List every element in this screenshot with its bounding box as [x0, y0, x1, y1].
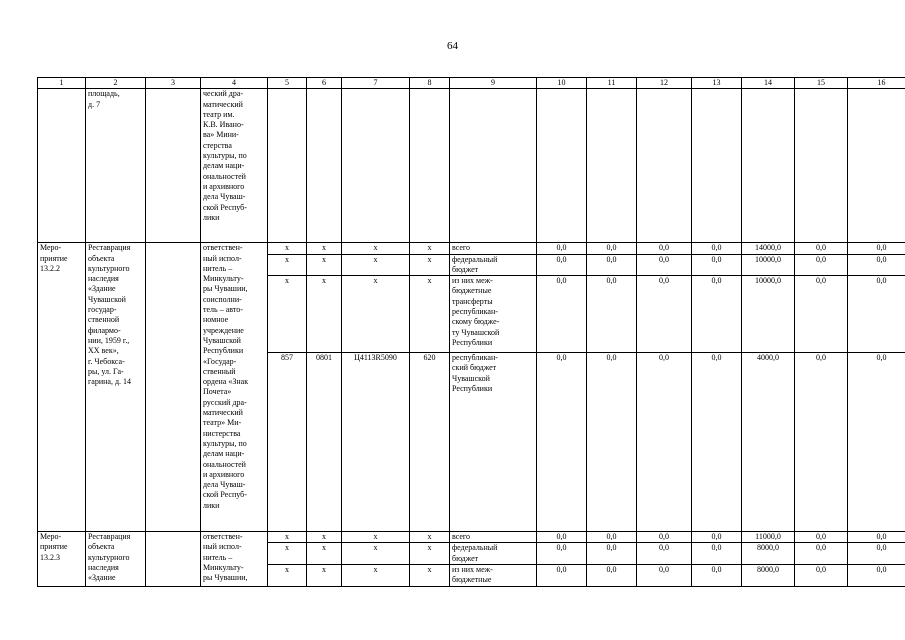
value-cell: 0,0 — [692, 565, 742, 587]
page-number: 64 — [447, 40, 458, 52]
kbk-cell: x — [342, 565, 410, 587]
column-number-row — [38, 78, 905, 89]
value-cell: 8000,0 — [742, 543, 795, 565]
value-cell: 0,0 — [537, 276, 587, 353]
cell — [307, 89, 342, 243]
value-cell: 0,0 — [537, 353, 587, 532]
value-cell: 8000,0 — [742, 565, 795, 587]
source-cell: из них меж- бюджетные трансферты республикан- скому бюдже- ту Чувашской Республики — [450, 276, 537, 353]
value-cell: 0,0 — [637, 243, 692, 254]
kbk-cell: x — [410, 254, 450, 276]
value-cell: 0,0 — [848, 565, 905, 587]
source-cell: федеральный бюджет — [450, 543, 537, 565]
value-cell: 0,0 — [692, 254, 742, 276]
kbk-cell: x — [307, 254, 342, 276]
kbk-cell: x — [410, 532, 450, 543]
kbk-cell: x — [342, 543, 410, 565]
cell — [410, 89, 450, 243]
budget-table — [37, 77, 905, 587]
value-cell: 0,0 — [587, 532, 637, 543]
object-cell: Реставрация объекта культурного наследия «Здание — [86, 532, 146, 587]
col-header: 15 — [795, 78, 848, 89]
kbk-cell: 620 — [410, 353, 450, 532]
value-cell: 0,0 — [587, 254, 637, 276]
value-cell: 0,0 — [587, 353, 637, 532]
source-cell: всего — [450, 532, 537, 543]
executor-cell: ческий дра- матический театр им. К.В. Ивано- ва» Мини- стерства культуры, по делам наци- ональностей и архивного дела Чуваш- ской Респуб- лики — [201, 89, 268, 243]
value-cell: 0,0 — [537, 543, 587, 565]
value-cell: 4000,0 — [742, 353, 795, 532]
value-cell: 0,0 — [587, 243, 637, 254]
value-cell: 14000,0 — [742, 243, 795, 254]
value-cell: 0,0 — [795, 243, 848, 254]
value-cell: 0,0 — [692, 543, 742, 565]
cell — [342, 89, 410, 243]
table-row — [38, 532, 905, 543]
measure-cell: Меро- приятие 13.2.3 — [38, 532, 86, 587]
executor-cell: ответствен- ный испол- нитель – Минкульту- ры Чувашии, — [201, 532, 268, 587]
value-cell: 0,0 — [848, 276, 905, 353]
cell — [268, 89, 307, 243]
value-cell: 0,0 — [848, 543, 905, 565]
executor-cell: ответствен- ный испол- нитель – Минкульту- ры Чувашии, соисполни- тель – авто- номное учреждение Чувашской Республики «Государ- ственный ордена «Знак Почета» русский дра- матический театр» Ми- нистерства культуры, по делам наци- ональностей и архивного дела Чуваш- ской Респуб- лики — [201, 243, 268, 532]
cell — [38, 89, 86, 243]
col-header: 14 — [742, 78, 795, 89]
col-header: 1 — [38, 78, 86, 89]
cell — [587, 89, 637, 243]
col-header: 12 — [637, 78, 692, 89]
value-cell: 0,0 — [537, 565, 587, 587]
value-cell: 0,0 — [587, 276, 637, 353]
value-cell: 0,0 — [848, 532, 905, 543]
kbk-cell: x — [268, 276, 307, 353]
cell — [146, 532, 201, 587]
value-cell: 0,0 — [587, 543, 637, 565]
cell — [537, 89, 587, 243]
value-cell: 0,0 — [795, 276, 848, 353]
value-cell: 0,0 — [637, 353, 692, 532]
kbk-cell: x — [268, 532, 307, 543]
kbk-cell: x — [307, 532, 342, 543]
cell — [450, 89, 537, 243]
value-cell: 0,0 — [795, 532, 848, 543]
value-cell: 0,0 — [692, 243, 742, 254]
col-header: 16 — [848, 78, 905, 89]
kbk-cell: x — [410, 565, 450, 587]
kbk-cell: x — [307, 565, 342, 587]
kbk-cell: x — [268, 565, 307, 587]
cell — [146, 243, 201, 532]
col-header: 8 — [410, 78, 450, 89]
kbk-cell: x — [410, 543, 450, 565]
value-cell: 10000,0 — [742, 254, 795, 276]
col-header: 13 — [692, 78, 742, 89]
cell — [146, 89, 201, 243]
kbk-cell: x — [307, 243, 342, 254]
cell — [848, 89, 905, 243]
value-cell: 0,0 — [692, 353, 742, 532]
col-header: 7 — [342, 78, 410, 89]
value-cell: 0,0 — [587, 565, 637, 587]
value-cell: 0,0 — [795, 543, 848, 565]
address-cell: площадь, д. 7 — [86, 89, 146, 243]
object-cell: Реставрация объекта культурного наследия «Здание Чувашской государ- ственной филармо- нии, 1959 г., XX век», г. Чебокса- ры, ул. Га- гарина, д. 14 — [86, 243, 146, 532]
kbk-cell: x — [410, 276, 450, 353]
kbk-cell: Ц4113R5090 — [342, 353, 410, 532]
kbk-cell: x — [307, 276, 342, 353]
value-cell: 0,0 — [848, 243, 905, 254]
kbk-cell: x — [307, 543, 342, 565]
col-header: 3 — [146, 78, 201, 89]
value-cell: 0,0 — [848, 254, 905, 276]
kbk-cell: x — [342, 532, 410, 543]
source-cell: из них меж- бюджетные — [450, 565, 537, 587]
value-cell: 0,0 — [795, 565, 848, 587]
cell — [742, 89, 795, 243]
cell — [795, 89, 848, 243]
value-cell: 0,0 — [692, 532, 742, 543]
col-header: 9 — [450, 78, 537, 89]
col-header: 6 — [307, 78, 342, 89]
cell — [692, 89, 742, 243]
col-header: 10 — [537, 78, 587, 89]
col-header: 5 — [268, 78, 307, 89]
value-cell: 10000,0 — [742, 276, 795, 353]
kbk-cell: x — [342, 243, 410, 254]
value-cell: 0,0 — [637, 543, 692, 565]
kbk-cell: 0801 — [307, 353, 342, 532]
kbk-cell: x — [268, 543, 307, 565]
value-cell: 11000,0 — [742, 532, 795, 543]
table-row — [38, 243, 905, 254]
kbk-cell: x — [268, 254, 307, 276]
value-cell: 0,0 — [637, 532, 692, 543]
measure-cell: Меро- приятие 13.2.2 — [38, 243, 86, 532]
source-cell: федеральный бюджет — [450, 254, 537, 276]
value-cell: 0,0 — [795, 353, 848, 532]
value-cell: 0,0 — [637, 276, 692, 353]
source-cell: республикан- ский бюджет Чувашской Республики — [450, 353, 537, 532]
kbk-cell: x — [268, 243, 307, 254]
cell — [637, 89, 692, 243]
value-cell: 0,0 — [795, 254, 848, 276]
value-cell: 0,0 — [637, 565, 692, 587]
value-cell: 0,0 — [848, 353, 905, 532]
value-cell: 0,0 — [537, 532, 587, 543]
col-header: 2 — [86, 78, 146, 89]
kbk-cell: x — [342, 276, 410, 353]
value-cell: 0,0 — [637, 254, 692, 276]
col-header: 4 — [201, 78, 268, 89]
kbk-cell: x — [342, 254, 410, 276]
continuation-row — [38, 89, 905, 243]
kbk-cell: x — [410, 243, 450, 254]
value-cell: 0,0 — [692, 276, 742, 353]
kbk-cell: 857 — [268, 353, 307, 532]
col-header: 11 — [587, 78, 637, 89]
value-cell: 0,0 — [537, 243, 587, 254]
source-cell: всего — [450, 243, 537, 254]
value-cell: 0,0 — [537, 254, 587, 276]
